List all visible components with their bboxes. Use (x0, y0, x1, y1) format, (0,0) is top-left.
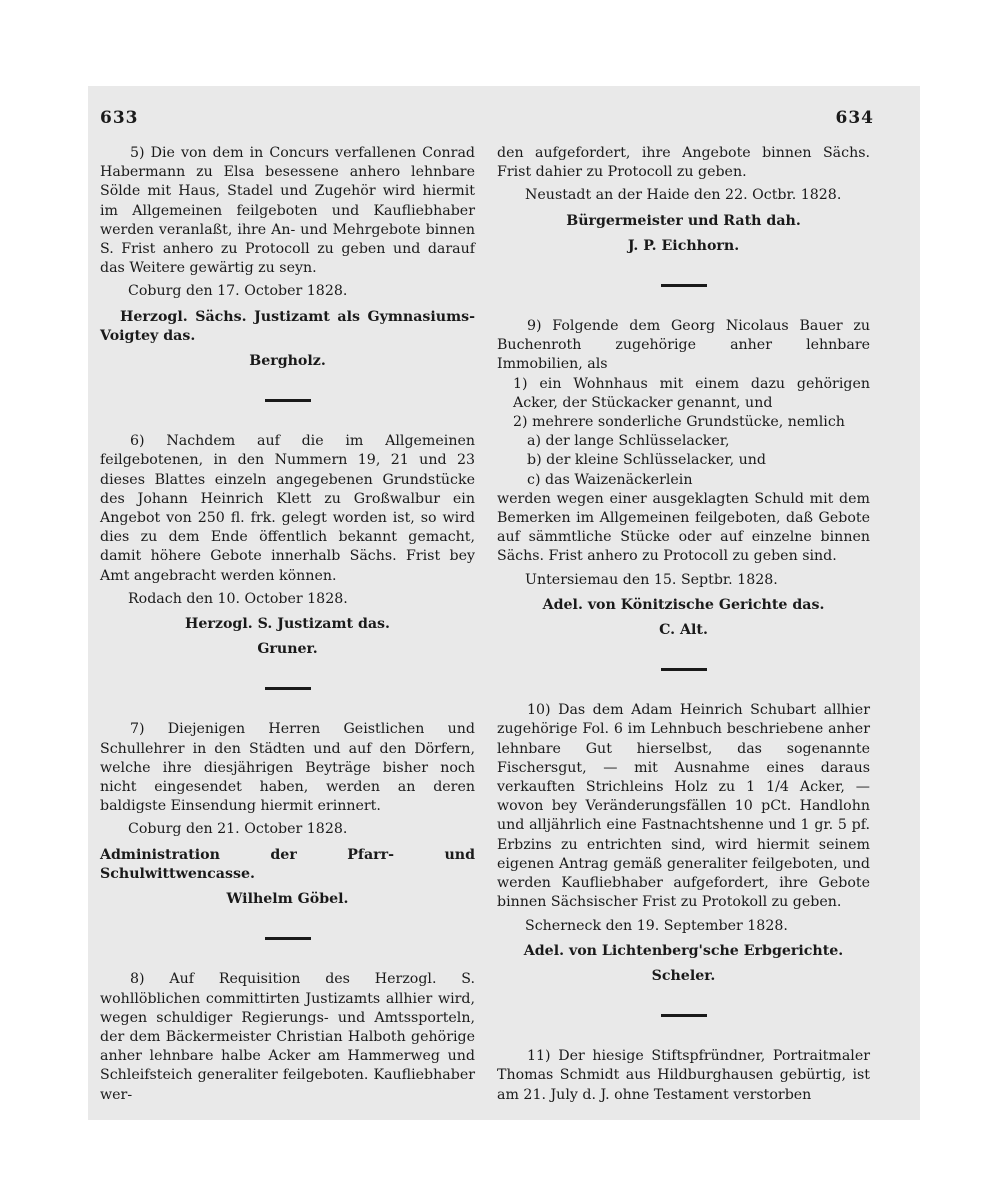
place-date: Coburg den 17. October 1828. (128, 283, 348, 300)
notice-6 (100, 432, 475, 659)
page-number-right: 634 (835, 108, 874, 128)
notice-text: 6) Nachdem auf die im Allgemeinen feilgebotenen, in den Nummern 19, 21 und 23 dieses Blattes einzeln angegebenen Grundstücke des Johann Heinrich Klett zu Großwalbur ein Angebot von 250 fl. frk. gelegt worden ist, so wird dies zu dem Ende öffentlich bekannt gemacht, damit höhere Gebote innerhalb Sächs. Frist bey Amt angebracht werden können. (100, 433, 475, 584)
separator-rule (661, 1014, 707, 1017)
notice-text: 11) Der hiesige Stiftspfründner, Portraitmaler Thomas Schmidt aus Hildburghausen gebürtig, ist am 21. July d. J. ohne Testament verstorben (497, 1048, 870, 1103)
notice-8 (100, 970, 475, 1104)
list-item: 1) ein Wohnhaus mit einem dazu gehörigen Acker, der Stückacker genannt, und (513, 375, 870, 411)
left-column (100, 144, 475, 1105)
sub-list-item: a) der lange Schlüsselacker, (527, 433, 730, 450)
issuing-authority: Administration der Pfarr- und Schulwittwencasse. (100, 846, 475, 882)
issuing-authority: Herzogl. S. Justizamt das. (185, 616, 390, 633)
notice-8-continued (497, 144, 870, 256)
place-date: Rodach den 10. October 1828. (128, 590, 348, 607)
notice-intro: 9) Folgende dem Georg Nicolaus Bauer zu Buchenroth zugehörige anher lehnbare Immobilien, als (497, 318, 870, 373)
separator-rule (265, 687, 311, 690)
sub-list-item: b) der kleine Schlüsselacker, und (527, 452, 766, 469)
signatory: Bergholz. (249, 353, 326, 370)
notice-11 (497, 1047, 870, 1105)
separator-rule (661, 668, 707, 671)
right-column (497, 144, 870, 1105)
place-date: Scherneck den 19. September 1828. (525, 917, 788, 934)
place-date: Neustadt an der Haide den 22. Octbr. 1828. (525, 187, 842, 204)
separator-rule (265, 399, 311, 402)
signatory: Gruner. (257, 641, 318, 658)
place-date: Coburg den 21. October 1828. (128, 821, 348, 838)
notice-10 (497, 701, 870, 986)
issuing-authority: Adel. von Könitzische Gerichte das. (542, 596, 825, 613)
separator-rule (265, 937, 311, 940)
page-number-left: 633 (100, 108, 139, 128)
notice-text: 8) Auf Requisition des Herzogl. S. wohllöblichen committirten Justizamts allhier wird, wegen schuldiger Regierungs- und Amtssporteln, der dem Bäckermeister Christian Halboth gehörige anher lehnbare halbe Acker am Hammerweg und Schleifsteich generaliter feilgeboten. Kaufliebhaber wer- (100, 971, 475, 1103)
notice-text: 5) Die von dem in Concurs verfallenen Conrad Habermann zu Elsa besessene anhero lehnbare Sölde mit Haus, Stadel und Zugehör wird hiermit im Allgemeinen feilgeboten und Kaufliebhaber werden veranlaßt, ihre An- und Mehrgebote binnen S. Frist anhero zu Protocoll zu geben und darauf das Weitere gewärtig zu seyn. (100, 145, 475, 277)
notice-9 (497, 317, 870, 640)
issuing-authority: Bürgermeister und Rath dah. (566, 212, 801, 229)
signatory: Wilhelm Göbel. (226, 891, 349, 908)
notice-text: den aufgefordert, ihre Angebote binnen Sächs. Frist dahier zu Protocoll zu geben. (497, 145, 870, 181)
signatory: C. Alt. (659, 622, 708, 639)
notice-5 (100, 144, 475, 371)
notice-text: 7) Diejenigen Herren Geistlichen und Schullehrer in den Städten und auf den Dörfern, welche ihre diesjährigen Beyträge bisher noch nicht eingesendet haben, werden an deren baldigste Einsendung hiermit erinnert. (100, 721, 475, 815)
notice-text: 10) Das dem Adam Heinrich Schubart allhier zugehörige Fol. 6 im Lehnbuch beschriebene anher lehnbare Gut hierselbst, das sogenannte Fischersgut, — mit Ausnahme eines daraus verkauften Strichleins Holz zu 1 1/4 Acker, — wovon bey Veränderungsfällen 10 pCt. Handlohn und alljährlich eine Fastnachtshenne und 1 gr. 5 pf. Erbzins zu entrichten sind, wird hiermit seinem eigenen Antrag gemäß generaliter feilgeboten, und werden Kaufliebhaber aufgefordert, ihre Gebote binnen Sächsischer Frist zu Protokoll zu geben. (497, 702, 870, 911)
list-item: 2) mehrere sonderliche Grundstücke, nemlich (513, 414, 845, 431)
sub-list-item: c) das Waizenäckerlein (527, 471, 693, 488)
signatory: Scheler. (651, 967, 716, 984)
issuing-authority: Adel. von Lichtenberg'sche Erbgerichte. (523, 942, 844, 959)
separator-rule (661, 284, 707, 287)
place-date: Untersiemau den 15. Septbr. 1828. (525, 571, 778, 588)
notice-text: werden wegen einer ausgeklagten Schuld mit dem Bemerken im Allgemeinen feilgeboten, daß Gebote auf sämmtliche Stücke oder auf einzelne binnen Sächs. Frist anhero zu Protocoll zu geben sind. (497, 490, 870, 565)
signatory: J. P. Eichhorn. (627, 237, 740, 254)
issuing-authority: Herzogl. Sächs. Justizamt als Gymnasiums-Voigtey das. (100, 308, 475, 344)
notice-7 (100, 720, 475, 909)
